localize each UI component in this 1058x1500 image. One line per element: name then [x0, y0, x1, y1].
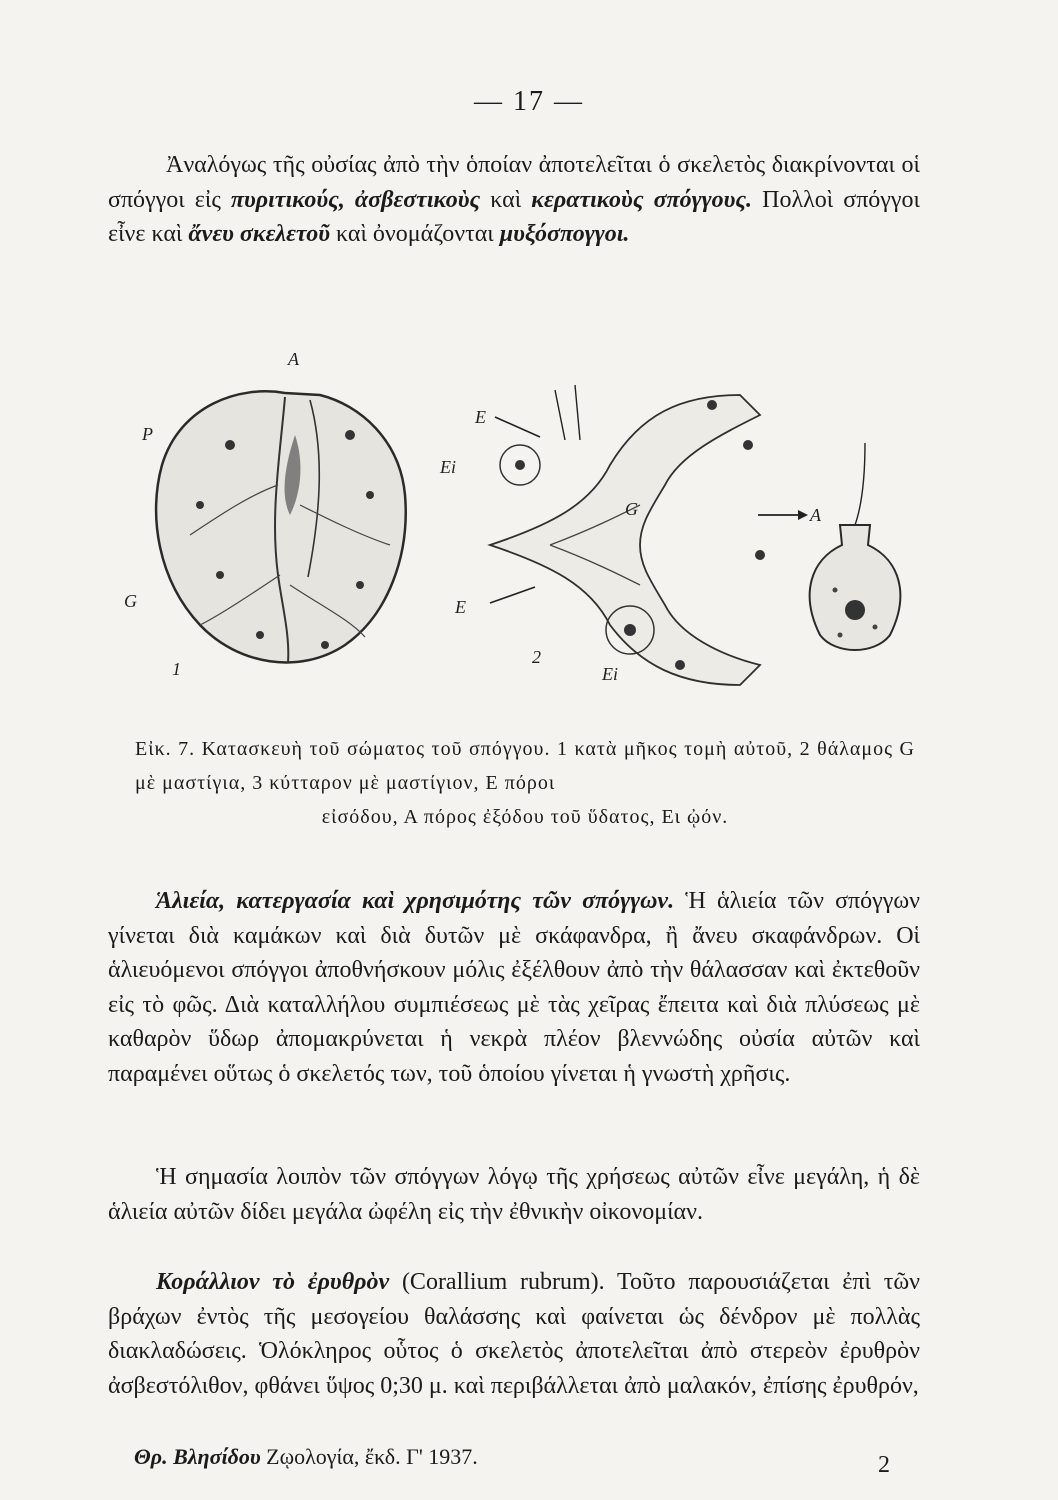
figure-label-Ei-top: Ei — [440, 457, 456, 477]
figure-label-E-bottom: E — [455, 597, 466, 617]
figure-label-P: P — [142, 424, 153, 444]
sponge-structure-figure — [120, 345, 920, 700]
flagellated-cell-drawing — [810, 443, 901, 650]
bold-heading: Ἁλιεία, κατεργασία καὶ χρησιμότης τῶν σπόγγων. — [156, 888, 675, 914]
paragraph-fishing — [108, 884, 920, 1091]
footer-author: Θρ. Βλησίδου — [134, 1444, 261, 1469]
caption-line-2: εἰσόδου, Α πόρος ἐξόδου τοῦ ὕδατος, Ει ᾠόν. — [321, 806, 729, 828]
figure-label-G-center: G — [625, 499, 638, 519]
bold-term: πυριτικούς, ἀσβεστικοὺς — [230, 186, 481, 213]
figure-label-A-arrow: A — [810, 505, 821, 525]
paragraph-coral — [108, 1265, 920, 1403]
bold-term: μυξόσπογγοι. — [499, 221, 630, 247]
sheet-number: 2 — [878, 1452, 890, 1478]
figure-label-Ei-bottom: Ei — [602, 664, 618, 684]
sponge-section-drawing — [156, 391, 406, 663]
text-run: Ἀναλόγως τῆς οὐσίας ἀπὸ τὴν ὁποίαν ἀποτελεῖται ὁ σκελετὸς διακρίνονται οἱ σπόγγοι εἰς — [108, 152, 920, 213]
figure-label-2: 2 — [532, 647, 541, 667]
figure-label-G-left: G — [124, 591, 137, 611]
sponge-illustration — [120, 345, 920, 700]
bold-term: κερατικοὺς σπόγγους. — [531, 186, 753, 213]
book-footer — [134, 1444, 894, 1470]
text-run: (Corallium rubrum). Τοῦτο παρουσιάζεται ἐπὶ τῶν βράχων ἐντὸς τῆς μεσογείου θαλάσσης καὶ φαίνεται ὡς δένδρον μὲ πολλὰς διακλαδώσεις. Ὁλόκληρος οὗτος ὁ σκελετὸς ἀποτελεῖται ἀπὸ στερεὸν ἐρυθρὸν ἀσβεστόλιθον, φθάνει ὕψος 0;30 μ. καὶ περιβάλλεται ἀπὸ μαλακόν, ἐπίσης ἐρυθρόν, — [108, 1269, 921, 1399]
outflow-arrowhead — [798, 510, 808, 520]
figure-label-A-top: A — [288, 349, 299, 369]
footer-title: Ζῳολογία, ἔκδ. Γ' 1937. — [260, 1444, 478, 1469]
flagellated-chamber-drawing — [490, 385, 765, 685]
text-run: Ἡ ἁλιεία τῶν σπόγγων γίνεται διὰ καμάκων καὶ διὰ δυτῶν μὲ σκάφανδρα, ἢ ἄνευ σκαφάνδρων. Οἱ ἁλιευόμενοι σπόγγοι ἀποθνήσκουν μόλις ἐξέλθουν ἀπὸ τὴν θάλασσαν καὶ ἐκτεθοῦν εἰς τὸ φῶς. Διὰ καταλλήλου συμπιέσεως μὲ τὰς χεῖρας ἔπειτα καὶ διὰ πλύσεως μὲ καθαρὸν ὕδωρ ἀπομακρύνεται ἡ νεκρὰ πλέον βλεννώδης οὐσία αὐτῶν καὶ παραμένει οὕτως ὁ σκελετός των, τοῦ ὁποίου γίνεται ἡ γνωστὴ χρῆσις. — [108, 888, 920, 1087]
paragraph-importance — [108, 1160, 920, 1229]
bold-heading: Κοράλλιον τὸ ἐρυθρὸν — [156, 1269, 390, 1295]
figure-label-E-top: E — [475, 407, 486, 427]
text-run: Ἡ σημασία λοιπὸν τῶν σπόγγων λόγῳ τῆς χρήσεως αὐτῶν εἶνε μεγάλη, ἡ δὲ ἁλιεία αὐτῶν δίδει μεγάλα ὠφέλη εἰς τὴν ἐθνικὴν οἰκονομίαν. — [108, 1164, 920, 1225]
paragraph-skeleton-types — [108, 148, 920, 252]
text-run: καὶ ὀνομάζονται — [329, 221, 500, 247]
bold-term: ἄνευ σκελετοῦ — [188, 221, 330, 247]
page-number: — 17 — — [474, 86, 584, 117]
caption-line-1: Εἰκ. 7. Κατασκευὴ τοῦ σώματος τοῦ σπόγγου. 1 κατὰ μῆκος τομὴ αὐτοῦ, 2 θάλαμος G μὲ μαστίγια, 3 κύτταρον μὲ μαστίγιον, Ε πόροι — [135, 738, 915, 794]
figure-label-1: 1 — [172, 659, 181, 679]
text-run: καὶ — [480, 186, 532, 213]
figure-caption — [135, 732, 915, 834]
text-run: Πολλοὶ σπόγγοι εἶνε καὶ — [108, 186, 920, 247]
